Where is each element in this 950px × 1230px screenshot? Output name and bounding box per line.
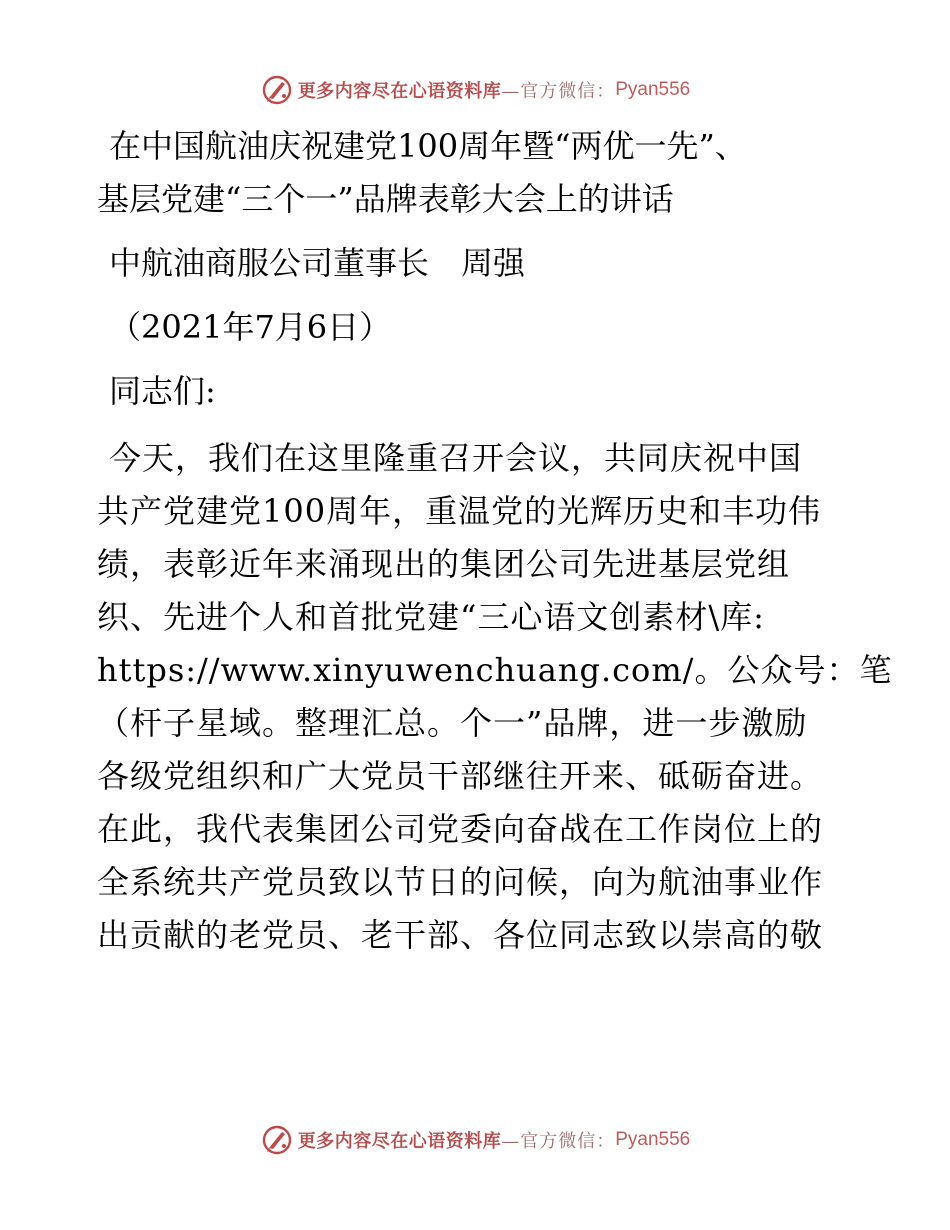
body-paragraph: [97, 432, 893, 962]
body-line: 今天，我们在这里隆重召开会议，共同庆祝中国: [109, 439, 803, 477]
body-line: 全系统共产党员致以节日的问候，向为航油事业作: [97, 863, 824, 901]
body-line: 织、先进个人和首批党建“三心语文创素材\库:: [97, 598, 765, 636]
title-line-1: 在中国航油庆祝建党100周年暨“两优一先”、: [109, 127, 747, 165]
body-line: 共产党建党100周年，重温党的光辉历史和丰功伟: [97, 492, 822, 530]
salutation: 同志们:: [109, 372, 216, 410]
title-line-2: 基层党建“三个一”品牌表彰大会上的讲话: [97, 180, 674, 218]
banner-dash-text: —官方微信：: [501, 1131, 616, 1152]
quill-seal-icon: [260, 73, 294, 107]
banner-wechat-id: Pyan556: [615, 79, 691, 100]
banner-wechat-id: Pyan556: [615, 1129, 691, 1150]
author-line: 中航油商服公司董事长 周强: [109, 244, 526, 282]
body-line: 各级党组织和广大党员干部继往开来、砥砺奋进。: [97, 757, 824, 795]
quill-seal-icon: [260, 1123, 294, 1157]
body-line: https://www.xinyuwenchuang.com/。公众号：笔: [97, 651, 893, 689]
footer-banner: [0, 1120, 950, 1160]
banner-main-text: 更多内容尽在心语资料库: [297, 1131, 502, 1152]
banner-dash-text: —官方微信：: [501, 81, 616, 102]
banner-main-text: 更多内容尽在心语资料库: [297, 81, 502, 102]
body-line: （杆子星域。整理汇总。个一”品牌，进一步激励: [97, 704, 808, 742]
body-line: 出贡献的老党员、老干部、各位同志致以崇高的敬: [97, 916, 824, 954]
body-line: 在此，我代表集团公司党委向奋战在工作岗位上的: [97, 810, 824, 848]
body-line: 绩，表彰近年来涌现出的集团公司先进基层党组: [97, 545, 791, 583]
document-body: [97, 120, 893, 962]
header-banner: [0, 70, 950, 110]
date-line: （2021年7月6日）: [109, 308, 392, 346]
